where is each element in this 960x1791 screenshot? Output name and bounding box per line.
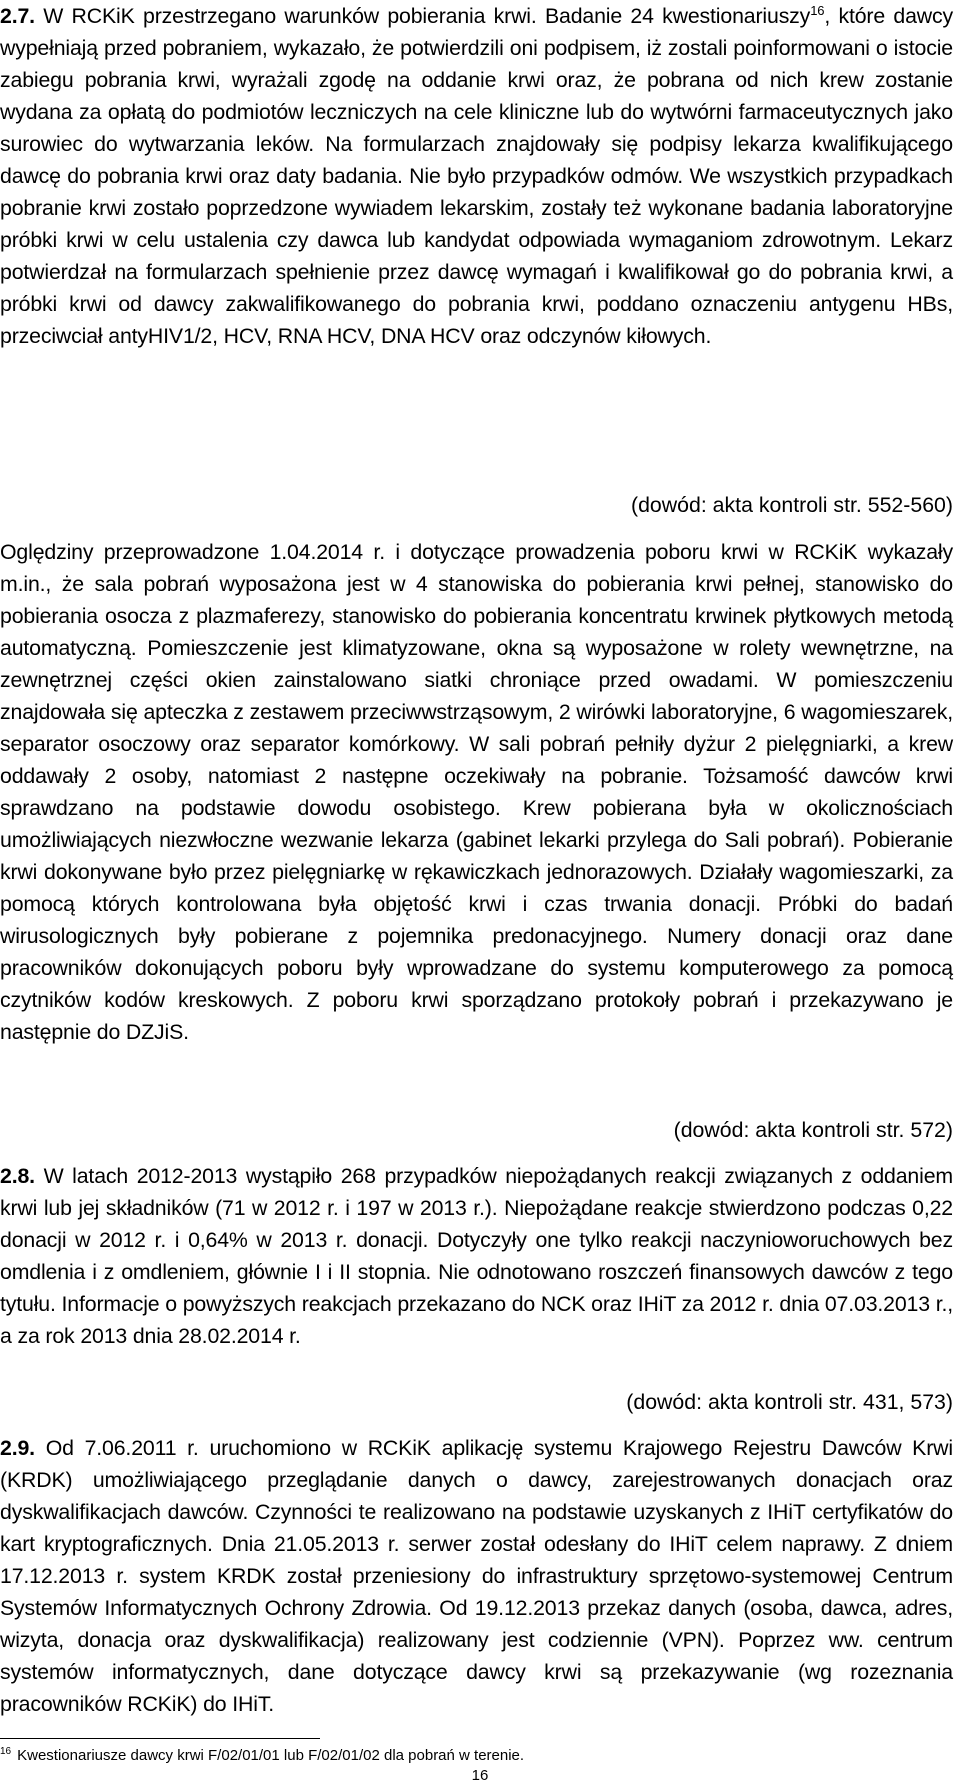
footnote-separator (0, 1738, 320, 1739)
section-number: 2.8. (0, 1164, 35, 1188)
paragraph-text: W RCKiK przestrzegano warunków pobierania krwi. Badanie 24 kwestionariuszy (34, 4, 811, 28)
section-number: 2.7. (0, 4, 35, 28)
section-number: 2.9. (0, 1436, 35, 1460)
section-2-8-paragraph (0, 1160, 953, 1352)
page-number: 16 (471, 1767, 489, 1784)
footnote-reference[interactable]: 16 (810, 2, 825, 18)
footnote-text: Kwestionariusze dawcy krwi F/02/01/01 lub F/02/01/02 dla pobrań w terenie. (17, 1747, 525, 1764)
evidence-reference: (dowód: akta kontroli str. 431, 573) (626, 1390, 953, 1414)
footnote (0, 1746, 524, 1766)
footnote-number: 16 (0, 1746, 12, 1757)
paragraph-text: W latach 2012-2013 wystąpiło 268 przypadków niepożądanych reakcji związanych z oddaniem krwi lub jej składników (71 w 2012 r. i 197 w 2013 r.). Niepożądane reakcje stwierdzono podczas 0,22 donacji w 2012 r. i 0,64% w 2013 r. donacji. Dotyczyły one tylko reakcji naczynioworuchowych bez omdlenia i z omdleniem, głównie I i II stopnia. Nie odnotowano roszczeń finansowych dawców z tego tytułu. Informacje o powyższych reakcjach przekazano do NCK oraz IHiT za 2012 r. dnia 07.03.2013 r., a za rok 2013 dnia 28.02.2014 r. (0, 1164, 953, 1348)
evidence-reference: (dowód: akta kontroli str. 572) (673, 1118, 953, 1142)
paragraph-text: , które dawcy wypełniają przed pobraniem, wykazało, że potwierdzili oni podpisem, iż zostali poinformowani o istocie zabiegu pobrania krwi, wyrażali zgodę na oddanie krwi oraz, że pobrana od nich krew zostanie wydana za opłatą do podmiotów leczniczych na cele kliniczne lub do wytwórni farmaceutycznych jako surowiec do wytwarzania leków. Na formularzach znajdowały się podpisy lekarza kwalifikującego dawcę do pobrania krwi oraz daty badania. Nie było przypadków odmów. We wszystkich przypadkach pobranie krwi zostało poprzedzone wywiadem lekarskim, zostały też wykonane badania laboratoryjne próbki krwi w celu ustalenia czy dawca lub kandydat odpowiada wymaganiom zdrowotnym. Lekarz potwierdzał na formularzach spełnienie przez dawcę wymagań i kwalifikował go do pobrania krwi, a próbki krwi od dawcy zakwalifikowanego do pobrania krwi, poddano oznaczeniu antygenu HBs, przeciwciał antyHIV1/2, HCV, RNA HCV, DNA HCV oraz odczynów kiłowych. (0, 4, 953, 348)
section-2-7-paragraph (0, 0, 953, 352)
inspection-paragraph: Oględziny przeprowadzone 1.04.2014 r. i dotyczące prowadzenia poboru krwi w RCKiK wykazały m.in., że sala pobrań wyposażona jest w 4 stanowiska do pobierania krwi pełnej, stanowisko do pobierania osocza z plazmaferezy, stanowisko do pobierania koncentratu krwinek płytkowych metodą automatyczną. Pomieszczenie jest klimatyzowane, okna są wyposażone w rolety wewnętrzne, na zewnętrznej części okien zainstalowano siatki chroniące przed owadami. W pomieszczeniu znajdowała się apteczka z zestawem przeciwwstrząsowym, 2 wirówki laboratoryjne, 6 wagomieszarek, separator osoczowy oraz separator komórkowy. W sali pobrań pełniły dyżur 2 pielęgniarki, a krew oddawały 2 osoby, natomiast 2 następne oczekiwały na pobranie. Tożsamość dawców krwi sprawdzano na podstawie dowodu osobistego. Krew pobierana była w okolicznościach umożliwiających niezwłoczne wezwanie lekarza (gabinet lekarki przylega do Sali pobrań). Pobieranie krwi dokonywane było przez pielęgniarkę w rękawiczkach jednorazowych. Działały wagomieszarki, za pomocą których kontrolowana była objętość krwi i czas trwania donacji. Próbki do badań wirusologicznych były pobierane z pojemnika predonacyjnego. Numery donacji oraz dane pracowników dokonujących poboru były wprowadzane do systemu komputerowego za pomocą czytników kodów kreskowych. Z poboru krwi sporządzano protokoły pobrań i przekazywano je następnie do DZJiS. (0, 540, 953, 1044)
evidence-reference: (dowód: akta kontroli str. 552-560) (631, 493, 953, 517)
section-2-9-paragraph (0, 1432, 953, 1720)
paragraph-text: Od 7.06.2011 r. uruchomiono w RCKiK aplikację systemu Krajowego Rejestru Dawców Krwi (KRDK) umożliwiającego przeglądanie danych o dawcy, zarejestrowanych donacjach oraz dyskwalifikacjach dawców. Czynności te realizowano na podstawie uzyskanych z IHiT certyfikatów do kart kryptograficznych. Dnia 21.05.2013 r. serwer został odesłany do IHiT celem naprawy. Z dniem 17.12.2013 r. system KRDK został przeniesiony do infrastruktury sprzętowo-systemowej Centrum Systemów Informatycznych Ochrony Zdrowia. Od 19.12.2013 przekaz danych (osoba, dawca, adres, wizyta, donacja oraz dyskwalifikacja) realizowany jest codziennie (VPN). Poprzez ww. centrum systemów informatycznych, dane dotyczące dawcy krwi są przekazywanie (wg rozeznania pracowników RCKiK) do IHiT. (0, 1436, 953, 1716)
